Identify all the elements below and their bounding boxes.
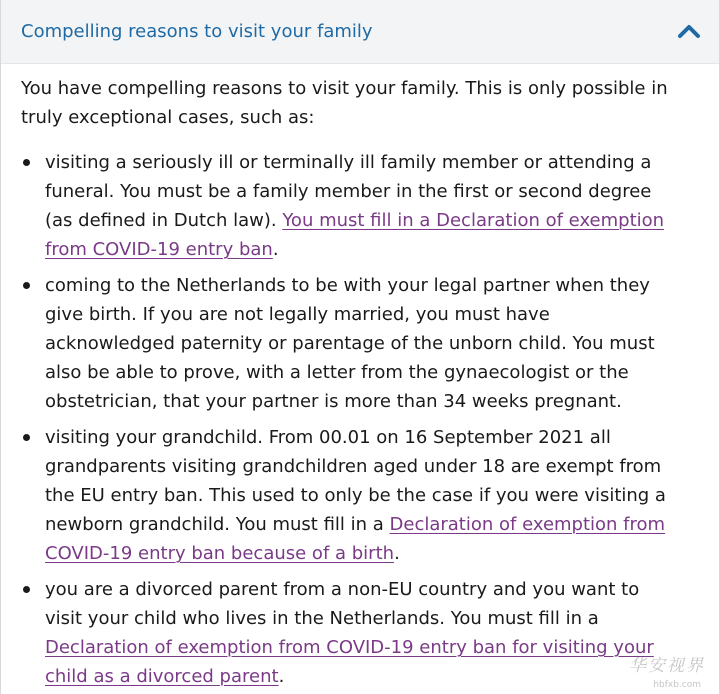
bullet-icon (23, 586, 30, 593)
list-item (21, 271, 679, 416)
bullet-icon (23, 434, 30, 441)
declaration-birth-link[interactable]: Declaration of exemption from COVID-19 entry ban because of a birth (45, 514, 666, 564)
bullet-icon (23, 282, 30, 289)
watermark-logo: 华安视界 (629, 656, 705, 676)
chevron-up-icon[interactable] (675, 18, 703, 46)
declaration-divorced-parent-link[interactable]: Declaration of exemption from COVID-19 entry ban for visiting your child as a divorced parent (45, 637, 654, 687)
reason-text: visiting your grandchild. From 00.01 on 16 September 2021 all grandparents visiting grandchildren aged under 18 are exempt from the EU entry ban. This used to only be the case if you were visiting a newborn grandchild. You must fill in a (45, 427, 666, 535)
accordion-content (1, 64, 719, 691)
reasons-list (21, 148, 679, 691)
accordion-title[interactable]: Compelling reasons to visit your family (21, 21, 373, 42)
declaration-exemption-link[interactable]: You must fill in a Declaration of exemption from COVID-19 entry ban (45, 210, 665, 260)
reason-text-end: . (394, 543, 400, 564)
bullet-icon (23, 159, 30, 166)
intro-text: You have compelling reasons to visit your family. This is only possible in truly exceptional cases, such as: (21, 78, 668, 128)
reason-text-end: . (272, 239, 279, 260)
accordion-header[interactable] (1, 0, 719, 64)
list-item (21, 148, 679, 264)
reason-text-end: . (278, 666, 285, 687)
reason-text: coming to the Netherlands to be with your legal partner when they give birth. If you are not legally married, you must have acknowledged paternity or parentage of the unborn child. You must also be able to prove, with a letter from the gynaecologist or the obstetrician, that your partner is more than 34 weeks pregnant. (45, 275, 655, 412)
reason-text: visiting a seriously ill or terminally ill family member or attending a funeral. You must be a family member in the first or second degree (as defined in Dutch law). (45, 152, 652, 231)
reason-text: you are a divorced parent from a non-EU country and you want to visit your child who lives in the Netherlands. You must fill in a (45, 579, 640, 629)
list-item (21, 575, 679, 691)
list-item (21, 423, 679, 568)
watermark-url: hbfxb.com (653, 680, 701, 690)
